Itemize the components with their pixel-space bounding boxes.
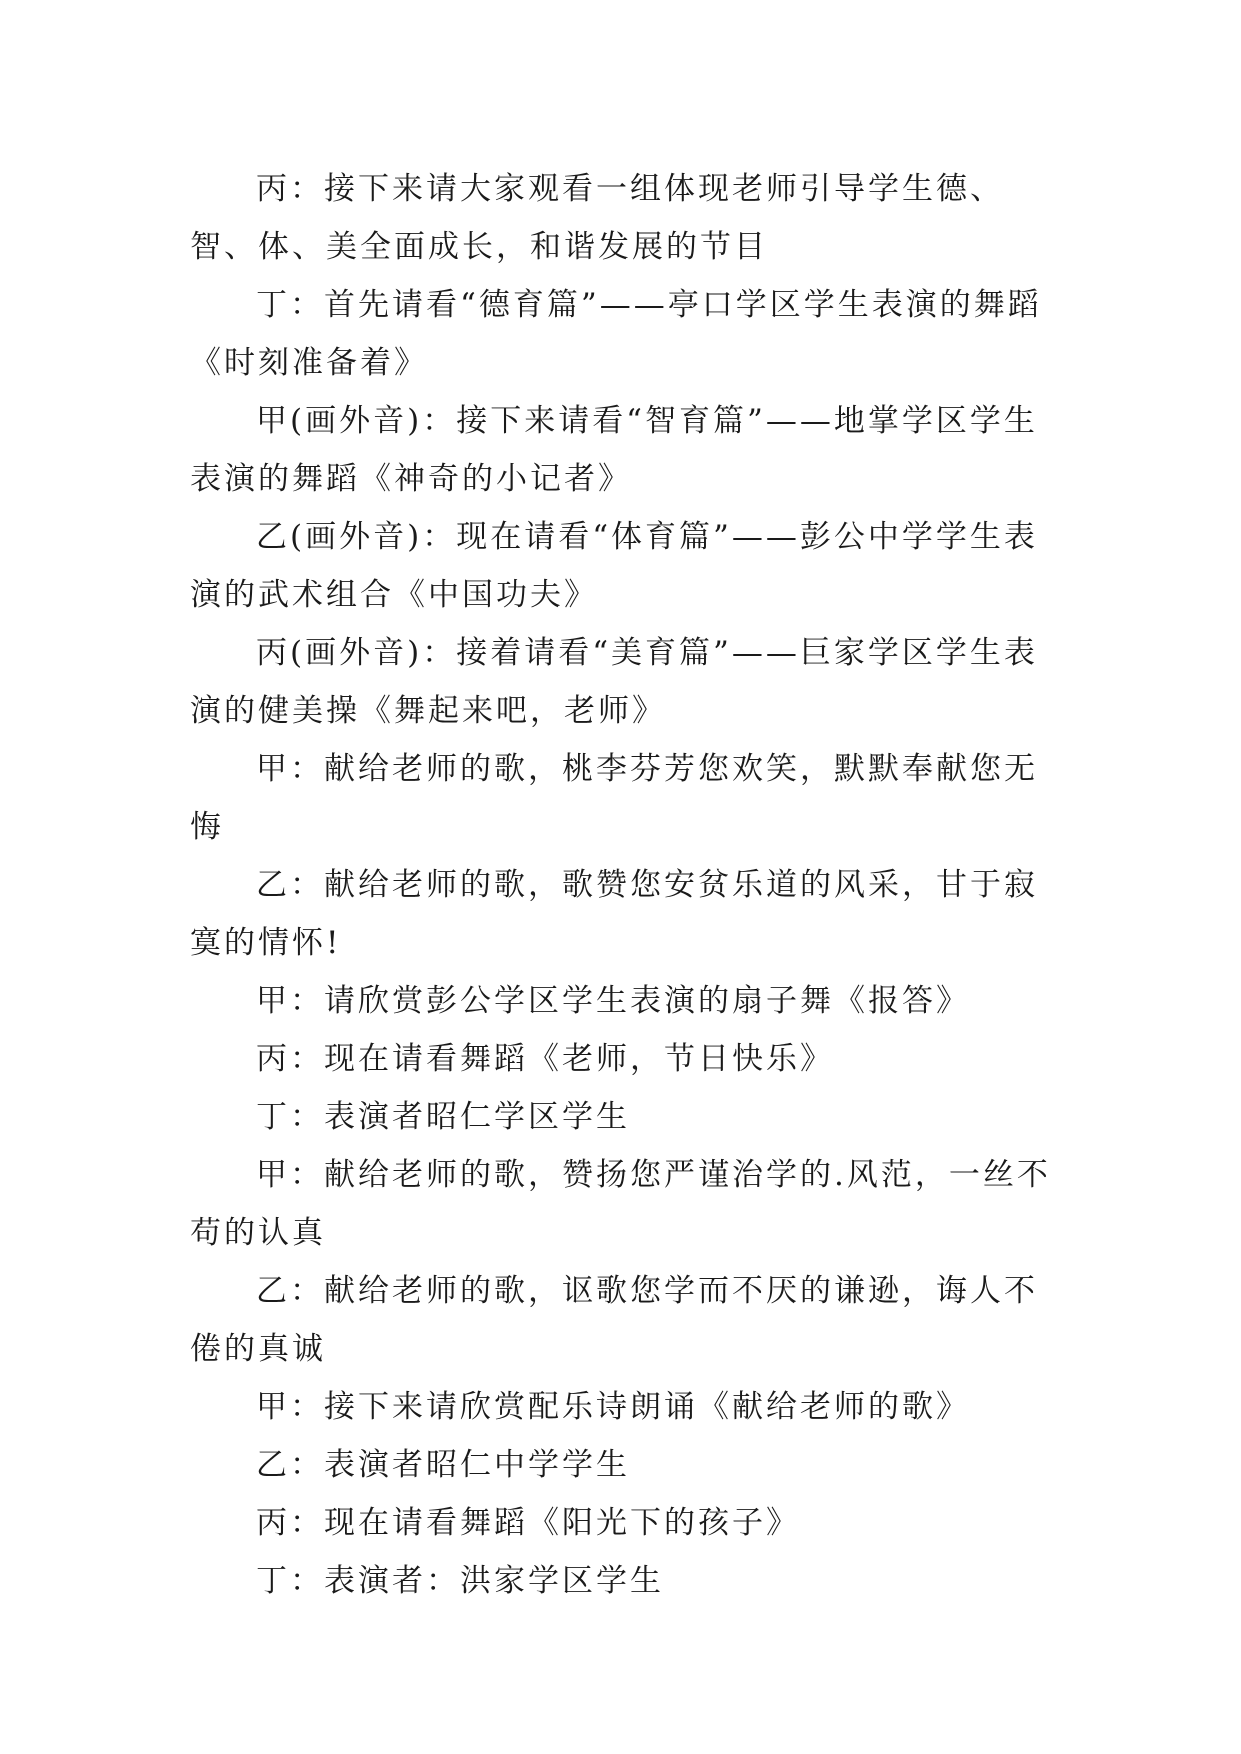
paragraph: 甲：献给老师的歌，赞扬您严谨治学的.风范，一丝不苟的认真 — [190, 1157, 1051, 1251]
paragraph: 乙：表演者昭仁中学学生 — [256, 1447, 630, 1483]
paragraph: 甲：请欣赏彭公学区学生表演的扇子舞《报答》 — [256, 983, 970, 1019]
document-body — [190, 160, 1060, 1610]
paragraph: 乙：献给老师的歌，歌赞您安贫乐道的风采，甘于寂寞的情怀! — [190, 867, 1038, 961]
paragraph: 甲(画外音)：接下来请看“智育篇”——地掌学区学生表演的舞蹈《神奇的小记者》 — [190, 403, 1038, 497]
paragraph: 丙：接下来请大家观看一组体现老师引导学生德、智、体、美全面成长，和谐发展的节目 — [190, 171, 1004, 265]
paragraph: 丙(画外音)：接着请看“美育篇”——巨家学区学生表演的健美操《舞起来吧，老师》 — [190, 635, 1038, 729]
paragraph: 甲：接下来请欣赏配乐诗朗诵《献给老师的歌》 — [256, 1389, 970, 1425]
paragraph: 丁：表演者昭仁学区学生 — [256, 1099, 630, 1135]
paragraph: 丙：现在请看舞蹈《阳光下的孩子》 — [256, 1505, 800, 1541]
paragraph: 丁：表演者：洪家学区学生 — [256, 1563, 664, 1599]
paragraph: 乙：献给老师的歌，讴歌您学而不厌的谦逊，诲人不倦的真诚 — [190, 1273, 1038, 1367]
paragraph: 甲：献给老师的歌，桃李芬芳您欢笑，默默奉献您无悔 — [190, 751, 1038, 845]
paragraph: 乙(画外音)：现在请看“体育篇”——彭公中学学生表演的武术组合《中国功夫》 — [190, 519, 1038, 613]
paragraph: 丁：首先请看“德育篇”——亭口学区学生表演的舞蹈《时刻准备着》 — [190, 287, 1042, 381]
paragraph: 丙：现在请看舞蹈《老师，节日快乐》 — [256, 1041, 834, 1077]
